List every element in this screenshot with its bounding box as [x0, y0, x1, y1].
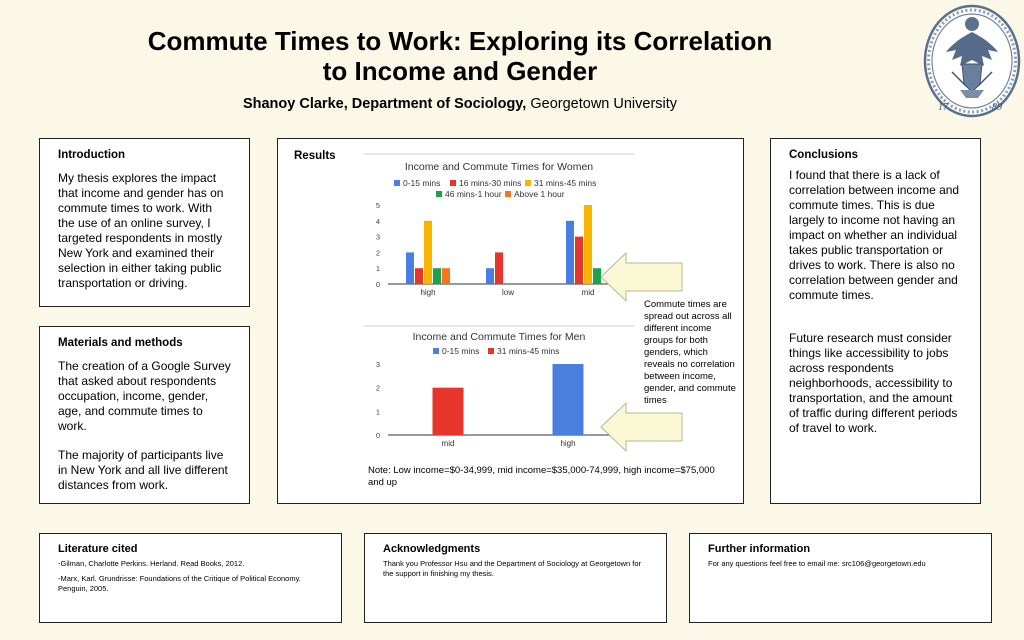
legend-label: Above 1 hour	[514, 189, 565, 199]
literature-heading: Literature cited	[58, 543, 138, 555]
x-tick-label: mid	[581, 288, 595, 297]
author-name: Shanoy Clarke, Department of Sociology,	[242, 96, 527, 112]
bar-high-16-mins-30-mins	[415, 268, 423, 284]
legend-swatch	[394, 180, 400, 186]
x-tick-label: mid	[441, 439, 455, 448]
legend-swatch	[436, 191, 442, 197]
y-tick-label: 0	[375, 280, 380, 289]
introduction-heading: Introduction	[58, 149, 126, 161]
bar-high-46-mins-1-hour	[433, 268, 441, 284]
results-panel	[277, 138, 744, 504]
arrow-left-icon	[600, 401, 684, 453]
chart-title: Income and Commute Times for Men	[412, 331, 586, 343]
title-line-2: to Income and Gender	[322, 56, 598, 86]
results-heading: Results	[294, 150, 336, 162]
reference-2: -Marx, Karl. Grundrisse: Foundations of the Critique of Political Economy. Penguin, 2005.	[58, 574, 301, 593]
legend-swatch	[488, 348, 494, 354]
conclusions-paragraph-1: I found that there is a lack of correlation between income and commute times. This is due largely to income not having an impact on whether an individual takes public transportation or drives to work. There is also no correlation between gender and commute times.	[789, 168, 960, 302]
poster-title	[130, 26, 790, 86]
acknowledgments-text: Thank you Professor Hsu and the Department of Sociology at Georgetown for the support in finishing my thesis.	[383, 559, 642, 578]
title-line-1: Commute Times to Work: Exploring its Correlation	[147, 26, 773, 56]
bar-mid-31-mins-45-mins	[433, 388, 464, 435]
introduction-panel	[39, 138, 250, 307]
arrow-left-icon	[600, 251, 684, 303]
y-tick-label: 2	[375, 383, 380, 393]
y-tick-label: 1	[375, 407, 380, 417]
georgetown-seal-logo	[922, 2, 1022, 120]
acknowledgments-heading: Acknowledgments	[383, 543, 481, 555]
y-tick-label: 0	[375, 431, 380, 440]
acknowledgments-panel	[364, 533, 667, 623]
bar-mid-16-mins-30-mins	[575, 237, 583, 284]
legend-swatch	[505, 191, 511, 197]
legend-label: 31 mins-45 mins	[534, 178, 597, 188]
legend-label: 16 mins-30 mins	[459, 178, 522, 188]
further-info-heading: Further information	[708, 543, 811, 555]
x-tick-label: high	[560, 439, 576, 448]
bar-high-31-mins-45-mins	[424, 221, 432, 284]
y-tick-label: 2	[375, 248, 380, 258]
further-info-text: For any questions feel free to email me: src106@georgetown.edu	[708, 559, 926, 568]
y-tick-label: 3	[375, 360, 380, 369]
legend-label: 0-15 mins	[442, 346, 480, 356]
legend-label: 0-15 mins	[403, 178, 441, 188]
legend-label: 31 mins-45 mins	[497, 346, 560, 356]
legend-swatch	[525, 180, 531, 186]
y-tick-label: 3	[375, 232, 380, 242]
chart-title: Income and Commute Times for Women	[404, 161, 594, 173]
reference-1: -Gilman, Charlotte Perkins. Herland. Read Books, 2012.	[58, 559, 245, 568]
bar-high-0-15-mins	[406, 252, 414, 284]
seal-year-right: 89	[992, 102, 1002, 113]
y-tick-label: 5	[375, 201, 380, 210]
results-callout: Commute times are spread out across all different income groups for both genders, which reveals no correlation between income, gender, and commute times	[644, 299, 736, 406]
bar-high-Above-1-hour	[442, 268, 450, 284]
bar-high-0-15-mins	[553, 364, 584, 435]
author-line	[130, 96, 790, 112]
y-tick-label: 4	[375, 216, 380, 226]
x-tick-label: high	[420, 288, 436, 297]
conclusions-panel	[770, 138, 981, 504]
bar-mid-0-15-mins	[566, 221, 574, 284]
conclusions-paragraph-2: Future research must consider things like accessibility to jobs across respondents neighborhoods, accessibility to transportation, and the amount of traffic during different periods of travel to work.	[789, 331, 958, 435]
women-commute-chart	[364, 153, 634, 301]
legend-swatch	[450, 180, 456, 186]
methods-paragraph-2: The majority of participants live in New York and all live different distances from work.	[58, 448, 228, 492]
legend-swatch	[433, 348, 439, 354]
seal-year-left: 17	[938, 102, 948, 113]
author-affiliation: Georgetown University	[526, 96, 678, 112]
bar-low-16-mins-30-mins	[495, 252, 503, 284]
introduction-text: My thesis explores the impact that income and gender has on commute times to work. With the use of an online survey, I targeted respondents in mostly New York and examined their selection in either taking public transportation or driving.	[58, 171, 224, 290]
bar-low-0-15-mins	[486, 268, 494, 284]
legend-label: 46 mins-1 hour	[445, 189, 502, 199]
methods-heading: Materials and methods	[58, 337, 183, 349]
further-info-panel	[689, 533, 992, 623]
methods-panel	[39, 326, 250, 504]
x-tick-label: low	[501, 288, 515, 297]
conclusions-heading: Conclusions	[789, 149, 859, 161]
income-note: Note: Low income=$0-34,999, mid income=$35,000-74,999, high income=$75,000 and up	[368, 465, 715, 488]
men-commute-chart	[364, 325, 634, 455]
bar-mid-31-mins-45-mins	[584, 205, 592, 284]
y-tick-label: 1	[375, 264, 380, 274]
literature-panel	[39, 533, 342, 623]
methods-paragraph-1: The creation of a Google Survey that asked about respondents occupation, income, gender, age, and commute times to work.	[58, 359, 231, 433]
